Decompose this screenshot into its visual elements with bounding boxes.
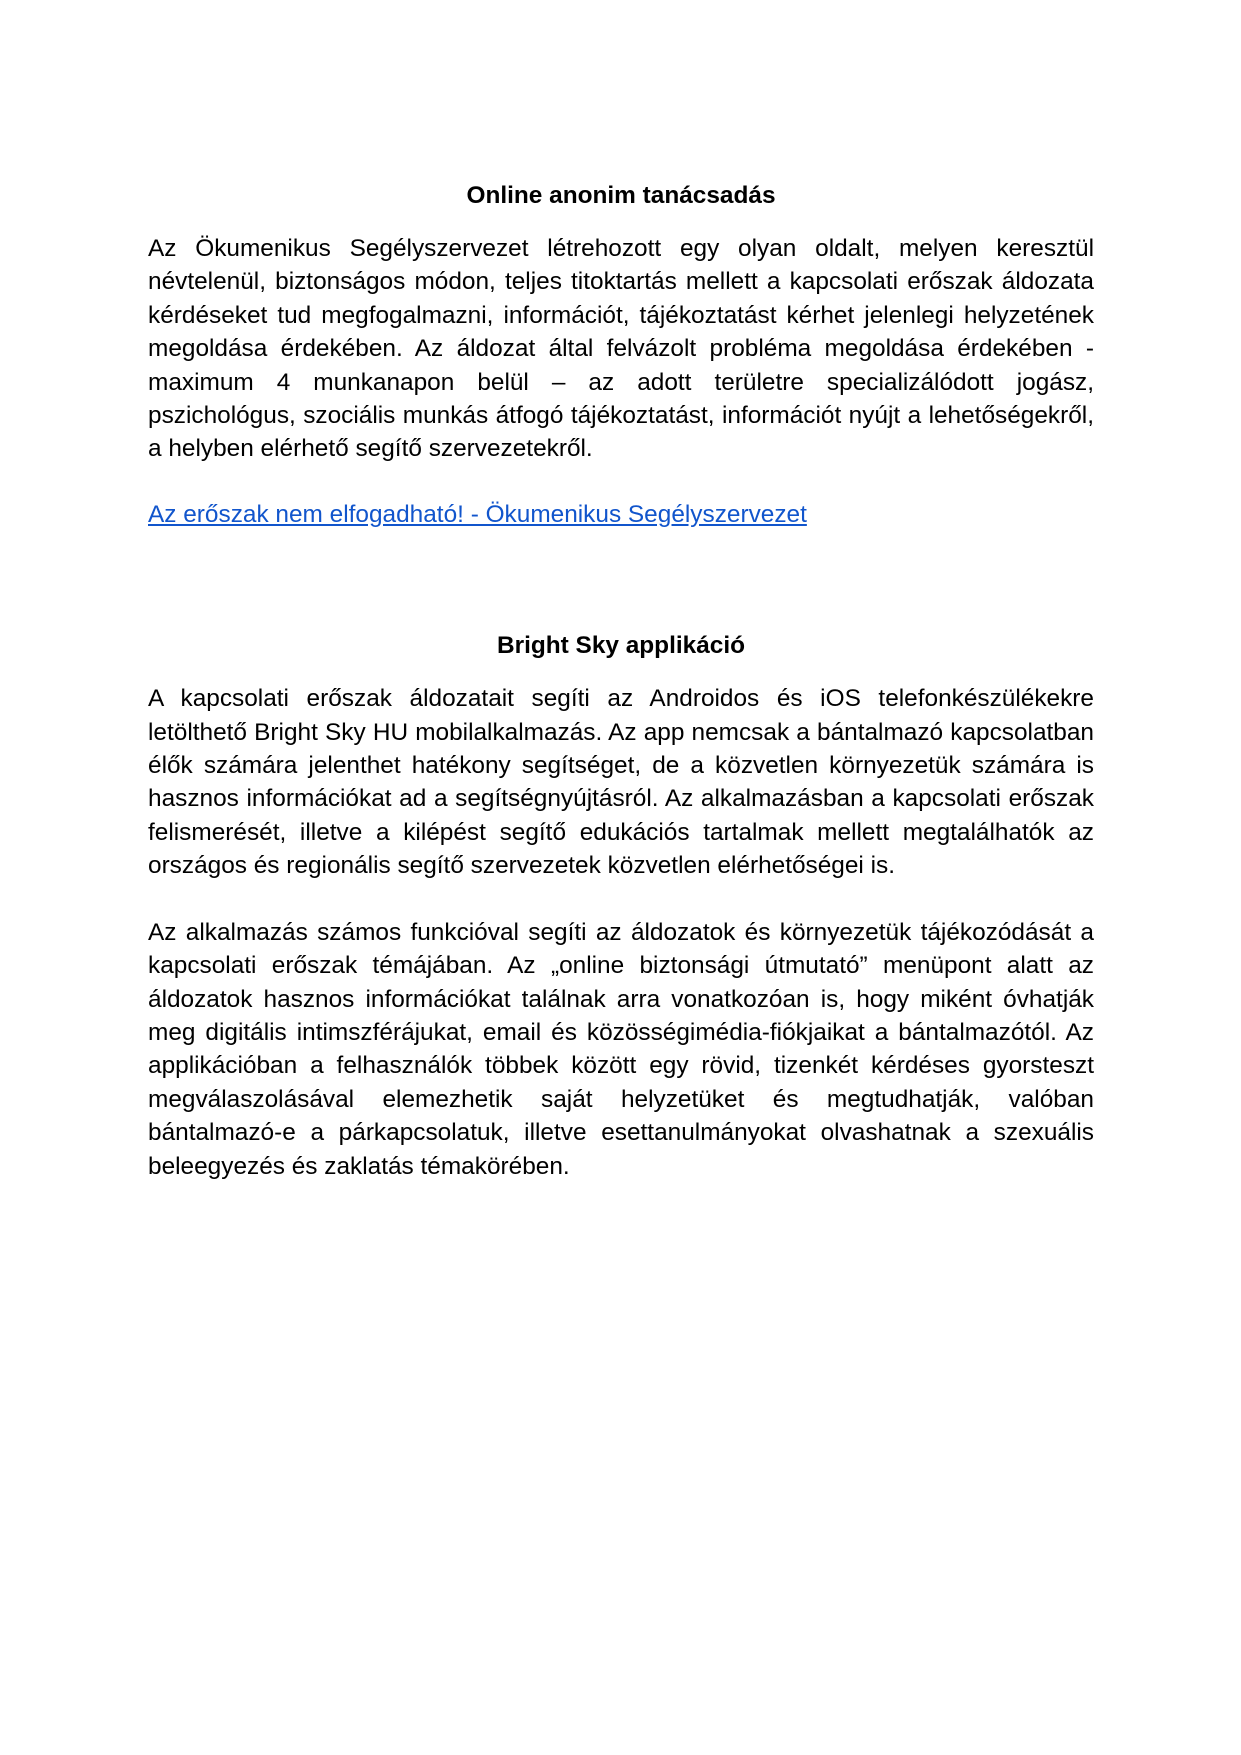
paragraph-bright-sky-features: Az alkalmazás számos funkcióval segíti az áldozatok és környezetük tájékozódását a kapcsolati erőszak témájában. Az „online biztonsági útmutató” menüpont alatt az áldozatok hasznos információkat találnak arra vonatkozóan is, hogy miként óvhatják meg digitális intimszférájukat, email és közösségimédia-fiókjaikat a bántalmazótól. Az applikációban a felhasználók többek között egy rövid, tizenkét kérdéses gyorsteszt megválaszolásával elemezhetik saját helyzetüket és megtudhatják, valóban bántalmazó-e a párkapcsolatuk, illetve esettanulmányokat olvashatnak a szexuális beleegyezés és zaklatás témakörében. [148,918,1094,1180]
paragraph-bright-sky-intro: A kapcsolati erőszak áldozatait segíti az Androidos és iOS telefonkészülékekre letölthető Bright Sky HU mobilalkalmazás. Az app nemcsak a bántalmazó kapcsolatban élők számára jelenthet hatékony segítséget, de a közvetlen környezetük számára is hasznos információkat ad a segítségnyújtásról. Az alkalmazásban a kapcsolati erőszak felismerését, illetve a kilépést segítő edukációs tartalmak mellett megtalálhatók az országos és regionális segítő szervezetek közvetlen elérhetőségei is. [148,685,1094,880]
document-page [148,178,1094,1183]
paragraph-online-counseling: Az Ökumenikus Segélyszervezet létrehozott egy olyan oldalt, melyen keresztül névtelenül, biztonságos módon, teljes titoktartás mellett a kapcsolati erőszak áldozata kérdéseket tud megfogalmazni, információt, tájékoztatást kérhet jelenlegi helyzetének megoldása érdekében. Az áldozat által felvázolt probléma megoldása érdekében - maximum 4 munkanapon belül – az adott területre specializálódott jogász, pszichológus, szociális munkás átfogó tájékoztatást, információt nyújt a lehetőségekről, a helyben elérhető segítő szervezetekről. [148,235,1094,463]
link-container [148,498,1094,531]
ecumenical-aid-link[interactable]: Az erőszak nem elfogadható! - Ökumenikus Segélyszervezet [148,500,807,528]
section-title-online-counseling: Online anonim tanácsadás [466,182,776,209]
section-title-bright-sky: Bright Sky applikáció [496,632,746,660]
